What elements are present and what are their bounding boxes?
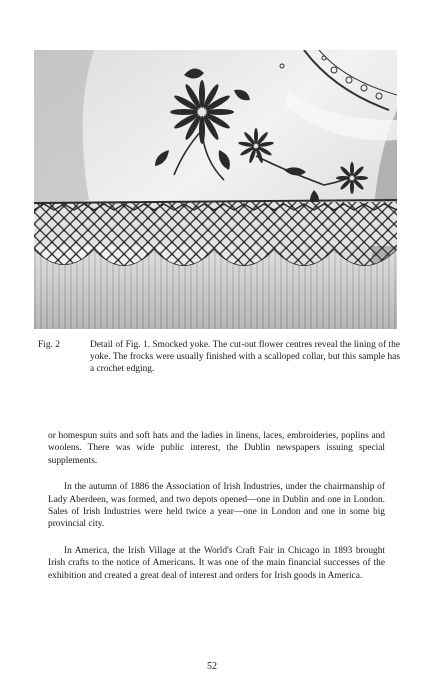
page-number: 52 <box>207 661 217 672</box>
paragraph-2: In the autumn of 1886 the Association of Irish Industries, under the chairmanship of Lady Aberdeen, was formed, and two depots opened—one in Dublin and one in London. Sales of Irish Industries were held twice a year—one in London and one in some big provincial city. <box>48 482 385 530</box>
figure-caption-text: Detail of Fig. 1. Smocked yoke. The cut-out flower centres reveal the lining of the yoke. The frocks were usually finished with a scalloped collar, but this sample has a crochet edging. <box>90 340 400 374</box>
figure-caption <box>38 339 400 375</box>
smocked-yoke-photo <box>34 50 397 329</box>
paragraph-3: In America, the Irish Village at the World's Craft Fair in Chicago in 1893 brought Irish crafts to the notice of Americans. It was one of the main financial successes of the exhibition and created a great deal of interest and orders for Irish goods in America. <box>48 545 385 581</box>
paragraph-1: or homespun suits and soft hats and the ladies in linens, laces, embroideries, poplins and woolens. There was wide public interest, the Dublin newspapers issuing special supplements. <box>48 431 385 466</box>
body-text <box>48 430 385 596</box>
figure-label: Fig. 2 <box>38 340 60 350</box>
